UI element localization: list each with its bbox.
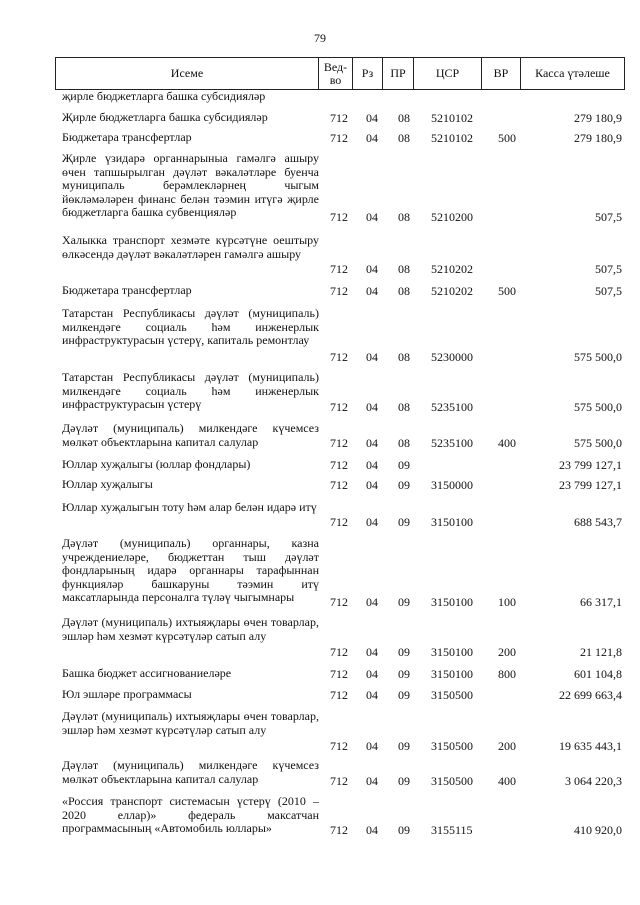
row-sum: 23 799 127,1 <box>559 478 622 492</box>
row-pr: 08 <box>398 111 410 125</box>
row-csr: 3150500 <box>431 774 473 788</box>
row-csr: 3150100 <box>431 667 473 681</box>
row-ved: 712 <box>330 515 348 529</box>
row-ved: 712 <box>330 111 348 125</box>
row-sum: 22 699 663,4 <box>559 688 622 702</box>
row-csr: 5210102 <box>431 131 473 145</box>
row-ved: 712 <box>330 436 348 450</box>
row-ved: 712 <box>330 262 348 276</box>
table-row <box>62 422 622 450</box>
row-pr: 09 <box>398 823 410 837</box>
row-ved: 712 <box>330 284 348 298</box>
table-row <box>62 111 622 125</box>
row-rz: 04 <box>366 131 378 145</box>
row-rz: 04 <box>366 210 378 224</box>
row-csr: 3150100 <box>431 645 473 659</box>
row-rz: 04 <box>366 739 378 753</box>
header-rz: Рз <box>353 58 383 89</box>
table-row <box>62 537 622 609</box>
row-vr: 100 <box>498 595 516 609</box>
row-name: Бюджетара трансфертлар <box>62 283 192 297</box>
row-name: Башка бюджет ассигнованиеләре <box>62 666 232 680</box>
row-pr: 08 <box>398 284 410 298</box>
row-pr: 09 <box>398 645 410 659</box>
row-sum: 279 180,9 <box>574 131 622 145</box>
row-csr: 3150000 <box>431 478 473 492</box>
row-sum: 21 121,8 <box>580 645 622 659</box>
table-row <box>62 371 622 414</box>
table-row <box>62 90 622 104</box>
row-csr: 3150500 <box>431 739 473 753</box>
row-name: Дәүләт (муниципаль) органнары, казна учреждениеләре, бюджеттан тыш дәүләт фондларының идарә органнары тарафыннан функцияләр башкаруны тәэмин итү максатларында персоналга түләү чыгымнары <box>62 536 319 605</box>
row-ved: 712 <box>330 645 348 659</box>
table-row <box>62 478 622 492</box>
row-name: Юллар хуҗалыгы (юллар фондлары) <box>62 457 251 471</box>
table-row <box>62 131 622 145</box>
row-name: Халыкка транспорт хезмәте күрсәтүне оештыру өлкәсендә дәүләт вәкаләтләрен гамәлгә ашыру <box>62 233 319 261</box>
row-vr: 400 <box>498 774 516 788</box>
row-sum: 23 799 127,1 <box>559 458 622 472</box>
row-name: җирле бюджетларга башка субсидияләр <box>62 89 266 103</box>
row-name: Дәүләт (муниципаль) милкендәге күчемсез мөлкәт объектларына капитал салулар <box>62 421 319 449</box>
row-rz: 04 <box>366 688 378 702</box>
row-sum: 575 500,0 <box>574 436 622 450</box>
row-rz: 04 <box>366 350 378 364</box>
table-row <box>62 458 622 472</box>
header-kassa: Касса үтәлеше <box>535 66 610 80</box>
row-vr: 200 <box>498 645 516 659</box>
row-pr: 09 <box>398 688 410 702</box>
row-pr: 08 <box>398 210 410 224</box>
row-rz: 04 <box>366 667 378 681</box>
row-pr: 08 <box>398 262 410 276</box>
row-sum: 575 500,0 <box>574 400 622 414</box>
row-rz: 04 <box>366 111 378 125</box>
row-pr: 09 <box>398 458 410 472</box>
row-ved: 712 <box>330 478 348 492</box>
header-pr: ПР <box>383 58 414 89</box>
row-rz: 04 <box>366 823 378 837</box>
row-rz: 04 <box>366 645 378 659</box>
header-ved: Вед-во <box>319 58 353 89</box>
row-name: Җирле үзидарә органнарыныа гамәлгә ашыру өчен тапшырылган дәүләт вәкаләтләре буенча муниципаль берәмлекләрнең чыгым йөкләмәләрен финанс белән тәэмин итүгә җирле бюджетларга башка субвенцияләр <box>62 151 319 220</box>
row-csr: 5235100 <box>431 400 473 414</box>
table-row <box>62 688 622 702</box>
row-csr: 3150100 <box>431 515 473 529</box>
row-csr: 5235100 <box>431 436 473 450</box>
row-sum: 575 500,0 <box>574 350 622 364</box>
row-ved: 712 <box>330 400 348 414</box>
row-vr: 500 <box>498 131 516 145</box>
row-pr: 08 <box>398 436 410 450</box>
table-row <box>62 284 622 298</box>
row-rz: 04 <box>366 478 378 492</box>
row-rz: 04 <box>366 436 378 450</box>
row-name: Татарстан Республикасы дәүләт (муниципаль) милкендәге социаль һәм инженерлык инфраструктурасын үстерү, капиталь ремонтлау <box>62 306 319 348</box>
table-row <box>62 152 622 224</box>
row-ved: 712 <box>330 688 348 702</box>
row-rz: 04 <box>366 515 378 529</box>
row-name: Татарстан Республикасы дәүләт (муниципаль) милкендәге социаль һәм инженерлык инфраструктурасын үстерү <box>62 370 319 412</box>
row-ved: 712 <box>330 350 348 364</box>
row-csr: 3150500 <box>431 688 473 702</box>
row-csr: 5210202 <box>431 284 473 298</box>
row-csr: 3150100 <box>431 595 473 609</box>
row-csr: 5210200 <box>431 210 473 224</box>
table-row <box>62 759 622 788</box>
row-csr: 5210102 <box>431 111 473 125</box>
table-row <box>62 307 622 364</box>
row-name: Дәүләт (муниципаль) милкендәге күчемсез мөлкәт объектларына капитал салулар <box>62 758 319 786</box>
header-vr: ВР <box>482 58 521 89</box>
row-vr: 500 <box>498 284 516 298</box>
row-rz: 04 <box>366 458 378 472</box>
row-sum: 688 543,7 <box>574 515 622 529</box>
row-sum: 601 104,8 <box>574 667 622 681</box>
row-pr: 09 <box>398 667 410 681</box>
row-name: Дәүләт (муниципаль) ихтыяҗлары өчен товарлар, эшләр һәм хезмәт күрсәтүләр сатып алу <box>62 709 319 737</box>
table-row <box>62 795 622 837</box>
row-ved: 712 <box>330 739 348 753</box>
row-vr: 800 <box>498 667 516 681</box>
table-row <box>62 710 622 753</box>
row-ved: 712 <box>330 210 348 224</box>
table-row <box>62 667 622 681</box>
header-csr: ЦСР <box>414 58 482 89</box>
row-name: Бюджетара трансфертлар <box>62 130 192 144</box>
row-name: «Россия транспорт системасын үстерү (2010 – 2020 еллар)» федераль максатчан программасының «Автомобиль юллары» <box>62 794 319 836</box>
page-number: 79 <box>314 31 326 45</box>
row-name: Юл эшләре программасы <box>62 687 192 701</box>
row-vr: 200 <box>498 739 516 753</box>
row-pr: 08 <box>398 131 410 145</box>
row-name: Җирле бюджетларга башка субсидияләр <box>62 110 268 124</box>
row-sum: 507,5 <box>595 210 622 224</box>
row-sum: 507,5 <box>595 262 622 276</box>
row-ved: 712 <box>330 595 348 609</box>
row-name: Дәүләт (муниципаль) ихтыяҗлары өчен товарлар, эшләр һәм хезмәт күрсәтүләр сатып алу <box>62 615 319 643</box>
table-row <box>62 234 622 276</box>
row-ved: 712 <box>330 667 348 681</box>
row-name: Юллар хуҗалыгы <box>62 477 153 491</box>
row-csr: 5230000 <box>431 350 473 364</box>
row-pr: 08 <box>398 400 410 414</box>
row-rz: 04 <box>366 284 378 298</box>
row-sum: 507,5 <box>595 284 622 298</box>
row-pr: 09 <box>398 739 410 753</box>
row-pr: 09 <box>398 515 410 529</box>
header-name: Исеме <box>56 58 319 89</box>
row-rz: 04 <box>366 400 378 414</box>
row-sum: 66 317,1 <box>580 595 622 609</box>
row-rz: 04 <box>366 774 378 788</box>
row-name: Юллар хуҗалыгын тоту һәм алар белән идарә итү <box>62 500 317 514</box>
row-pr: 08 <box>398 350 410 364</box>
row-rz: 04 <box>366 262 378 276</box>
table-row <box>62 616 622 659</box>
row-ved: 712 <box>330 774 348 788</box>
row-pr: 09 <box>398 774 410 788</box>
row-pr: 09 <box>398 478 410 492</box>
row-ved: 712 <box>330 823 348 837</box>
row-csr: 5210202 <box>431 262 473 276</box>
row-rz: 04 <box>366 595 378 609</box>
row-sum: 410 920,0 <box>574 823 622 837</box>
row-csr: 3155115 <box>431 823 473 837</box>
row-sum: 3 064 220,3 <box>565 774 622 788</box>
row-vr: 400 <box>498 436 516 450</box>
row-ved: 712 <box>330 131 348 145</box>
row-pr: 09 <box>398 595 410 609</box>
row-sum: 279 180,9 <box>574 111 622 125</box>
table-header <box>55 57 625 90</box>
table-row <box>62 501 622 529</box>
row-ved: 712 <box>330 458 348 472</box>
row-sum: 19 635 443,1 <box>559 739 622 753</box>
